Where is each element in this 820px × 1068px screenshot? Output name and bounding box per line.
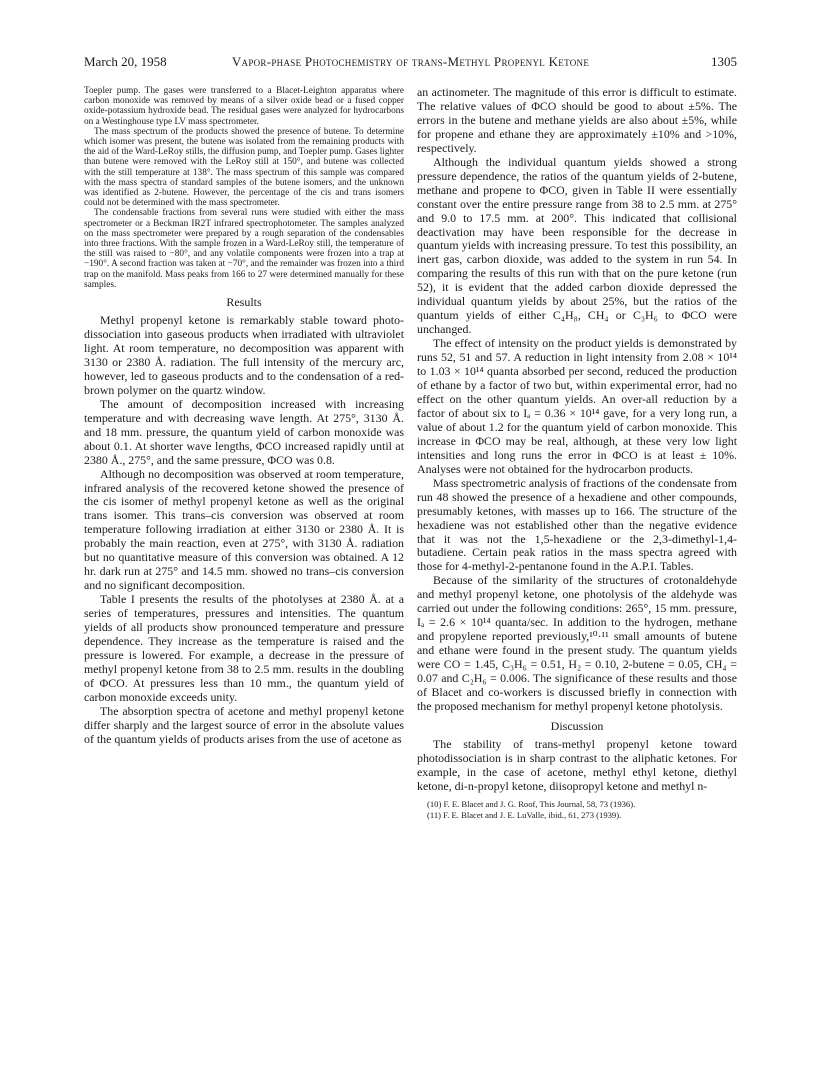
header-title: Vapor-phase Photochemistry of trans-Methyl Propenyl Ketone [231,54,590,69]
experimental-paragraph: The condensable fractions from several runs were studied with either the mass spectrometer or a Beckman IR2T infrared spectrophotometer. The samples analyzed on the mass spectrometer were prepared by a rough separation of the condensables into three fractions. With the sample frozen in a Ward-LeRoy still, the temperature of the still was raised to −80°, and any volatile components were frozen into a trap at −190°. A second fraction was taken at −70°, and the remainder was frozen into a third trap on the manifold. Mass peaks from 166 to 27 were determined manually for these samples. [84,208,404,290]
body-paragraph: The effect of intensity on the product yields is demonstrated by runs 52, 51 and 57. A reduction in light intensity from 2.08 × 10¹⁴ to 1.03 × 10¹⁴ quanta absorbed per second, reduced the production of ethane by a factor of two but, within experimental error, had no effect on the other quantum yields. An over-all reduction by a factor of about six to Iₐ = 0.36 × 10¹⁴ gave, for a very long run, a value of about 1.2 for the quantum yield of carbon monoxide. This increase in ΦCO may be real, although, at these very low light intensities and long runs the error in ΦCO is at least ± 10%. Analyses were not obtained for the hydrocarbon products. [417,336,737,476]
body-paragraph: The absorption spectra of acetone and methyl propenyl ketone differ sharply and the largest source of error in the absolute values of the quantum yields of products arises from the use of acetone as [84,703,404,746]
body-paragraph: Because of the similarity of the structures of crotonaldehyde and methyl propenyl ketone, one photolysis of the aldehyde was carried out under the following conditions: 265°, 15 mm. pressure, Iₐ = 2.6 × 10¹⁴ quanta/sec. In addition to the hydrogen, methane and propylene reported previously,¹⁰·¹¹ small amounts of butene and ethane were found in the present study. The quantum yields were CO = 1.45, C₃H₆ = 0.51, H₂ = 0.10, 2-butene = 0.05, CH₄ = 0.07 and C₂H₆ = 0.006. The significance of these results and those of Blacet and co-workers is discussed briefly in connection with the proposed mechanism for methyl propenyl ketone photolysis. [417,573,737,713]
body-paragraph: Table I presents the results of the photolyses at 2380 Å. at a series of temperatures, pressures and intensities. The quantum yields of all products show pronounced temperature and pressure dependence. They increase as the temperature is raised and the pressure is lowered. For example, a decrease in the pressure of methyl propenyl ketone from 38 to 2.5 mm. results in the doubling of ΦCO. At pressures less than 10 mm., the quantum yield of carbon monoxide exceeds unity. [84,592,404,704]
body-paragraph: Mass spectrometric analysis of fractions of the condensate from run 48 showed the presence of a hexadiene and other compounds, presumably ketones, with masses up to 166. The structure of the hexadiene was not established other than the negative evidence that it was not the 1,5-hexadiene or the 2,3-dimethyl-1,4-butadiene. Certain peak ratios in the mass spectra agreed with those for 4-methyl-2-pentanone found in the A.P.I. Tables. [417,475,737,574]
experimental-paragraph: The mass spectrum of the products showed the presence of butene. To determine which isomer was present, the butene was isolated from the remaining products with the aid of the Ward-LeRoy stills, the diffusion pump, and Toepler pump. Gases lighter than butene were removed with the LeRoy still at 150°, and butene was collected with the still temperature at 138°. The mass spectrum of this sample was compared with the mass spectra of standard samples of the butene isomers, and the unknown was identified as 2-butene. However, the percentage of the cis and trans isomers could not be determined with the mass spectrometer. [84,126,404,209]
body-paragraph: an actinometer. The magnitude of this error is difficult to estimate. The relative values of ΦCO should be good to about ±5%. The errors in the butene and methane yields are also about ±5%, while for propene and ethane they are approximately ±10% and >10%, respectively. [417,85,737,155]
section-heading-results: Results [226,295,262,310]
experimental-paragraph: Toepler pump. The gases were transferred to a Blacet-Leighton apparatus where carbon monoxide was removed by means of a silver oxide bead or a fused copper oxide-potassium hydroxide bead. The residual gases were analyzed for hydrocarbons on a Westinghouse type LV mass spectrometer. [84,86,404,127]
body-paragraph: The stability of trans-methyl propenyl ketone toward photodissociation is in sharp contrast to the aliphatic ketones. For example, in the case of acetone, methyl ethyl ketone, diethyl ketone, di-n-propyl ketone, diisopropyl ketone and methyl n- [417,736,737,793]
right-column [417,86,737,821]
body-paragraph: The amount of decomposition increased with increasing temperature and with decreasing wave length. At 275°, 3130 Å. and 18 mm. pressure, the quantum yield of carbon monoxide was about 0.1. At shorter wave lengths, ΦCO increased rapidly until at 2380 Å., 275°, and the same pressure, ΦCO was 0.8. [84,396,404,467]
footnote: (11) F. E. Blacet and J. E. LuValle, ibid., 61, 273 (1939). [427,809,622,820]
running-header [84,54,737,74]
section-heading-discussion: Discussion [550,718,604,733]
header-date: March 20, 1958 [84,54,167,69]
body-paragraph: Although no decomposition was observed at room temperature, infrared analysis of the recovered ketone showed the presence of the cis isomer of methyl propenyl ketone as well as the original trans isomer. This trans–cis conversion was observed at room temperature following irradiation at either 3130 or 2380 Å. It is probably the main reaction, even at 275°, with 3130 Å. radiation but no quantitative measure of this conversion was obtained. A 12 hr. dark run at 275° and 14.5 mm. showed no trans–cis conversion and no significant decomposition. [84,466,404,593]
left-column [84,86,404,747]
body-paragraph: Although the individual quantum yields showed a strong pressure dependence, the ratios of the quantum yields of 2-butene, methane and propene to ΦCO, given in Table II were essentially constant over the entire pressure range from 38 to 2.5 mm. at 275° and 9.0 to 17.5 mm. at 200°. This indicated that collisional deactivation may have been responsible for the decrease in quantum yields with increasing pressure. To test this possibility, an inert gas, carbon dioxide, was added to the system in run 54. In comparing the results of this run with that on the pure ketone (run 52), it is evident that the added carbon dioxide depressed the individual quantum yields by about 25%, but the ratios of the quantum yields of either C₄H₈, CH₄ or C₃H₆ to ΦCO were unchanged. [417,154,737,337]
footnote: (10) F. E. Blacet and J. G. Roof, This Journal, 58, 73 (1936). [427,798,636,809]
body-paragraph: Methyl propenyl ketone is remarkably stable toward photo-dissociation into gaseous products when irradiated with ultraviolet light. At room temperature, no decomposition was apparent with 3130 or 2380 Å. radiation. The full intensity of the mercury arc, however, led to gaseous products and to the condensation of a red-brown polymer on the quartz window. [84,313,404,397]
page-number: 1305 [711,54,737,69]
